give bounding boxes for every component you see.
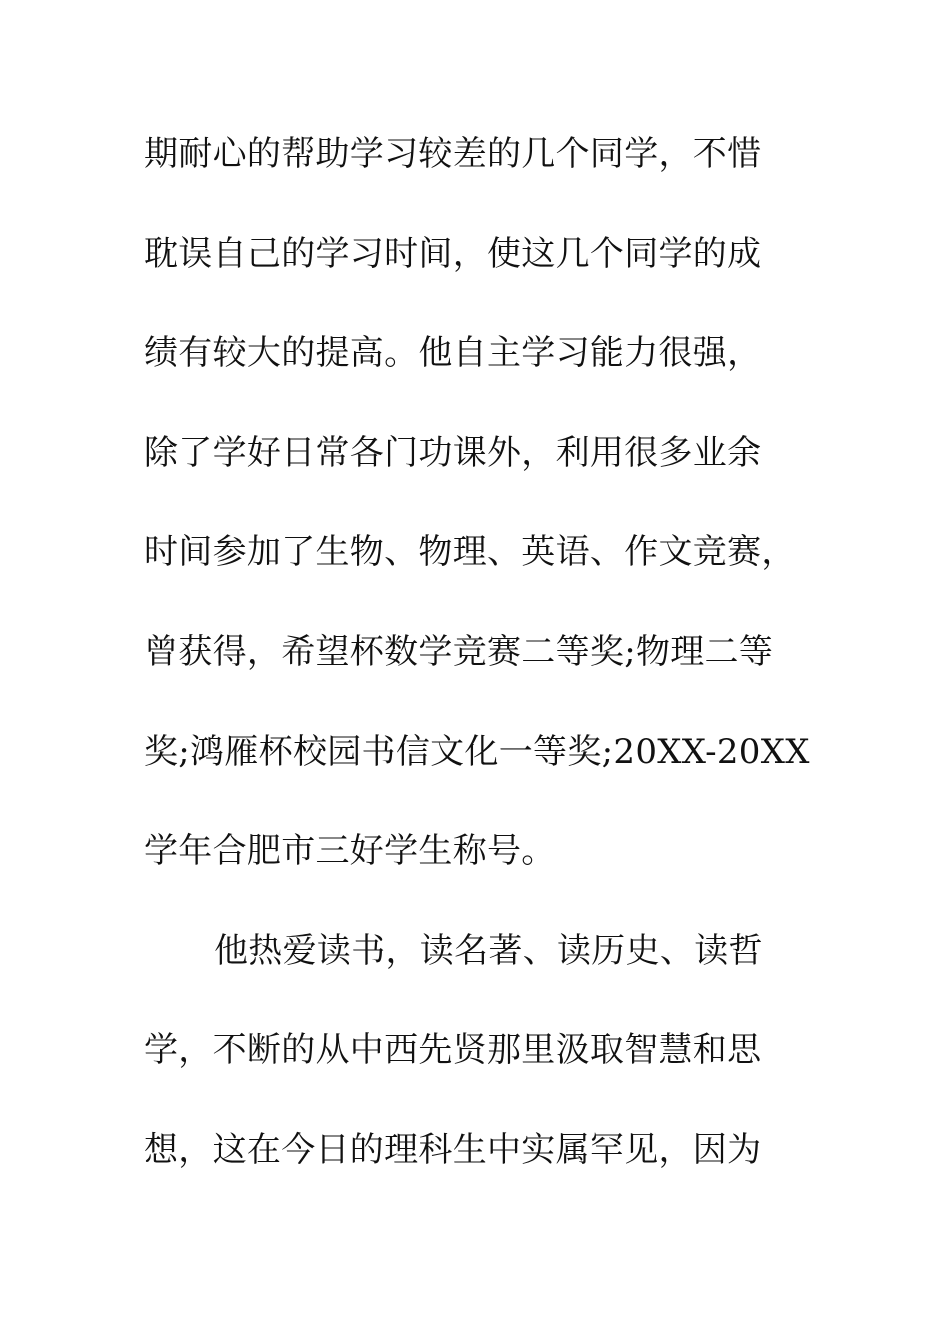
text-line: 期耐心的帮助学习较差的几个同学，不惜	[144, 134, 762, 174]
text-line: 耽误自己的学习时间，使这几个同学的成	[144, 233, 762, 274]
text-line: 学年合肥市三好学生称号。	[144, 831, 556, 872]
text-line: 想，这在今日的理科生中实属罕见，因为	[144, 1129, 762, 1170]
document-body	[144, 118, 824, 1214]
text-line: 学，不断的从中西先贤那里汲取智慧和思	[144, 1030, 762, 1071]
text-line: 曾获得，希望杯数学竞赛二等奖;物理二等	[144, 631, 774, 672]
text-line: 除了学好日常各门功课外，利用很多业余	[144, 432, 762, 473]
text-line: 绩有较大的提高。他自主学习能力很强，	[144, 333, 762, 374]
text-line: 他热爱读书，读名著、读历史、读哲	[214, 930, 763, 971]
text-line: 时间参加了生物、物理、英语、作文竞赛，	[144, 532, 796, 573]
text-line: 奖;鸿雁杯校园书信文化一等奖;20XX-20XX	[144, 731, 810, 772]
